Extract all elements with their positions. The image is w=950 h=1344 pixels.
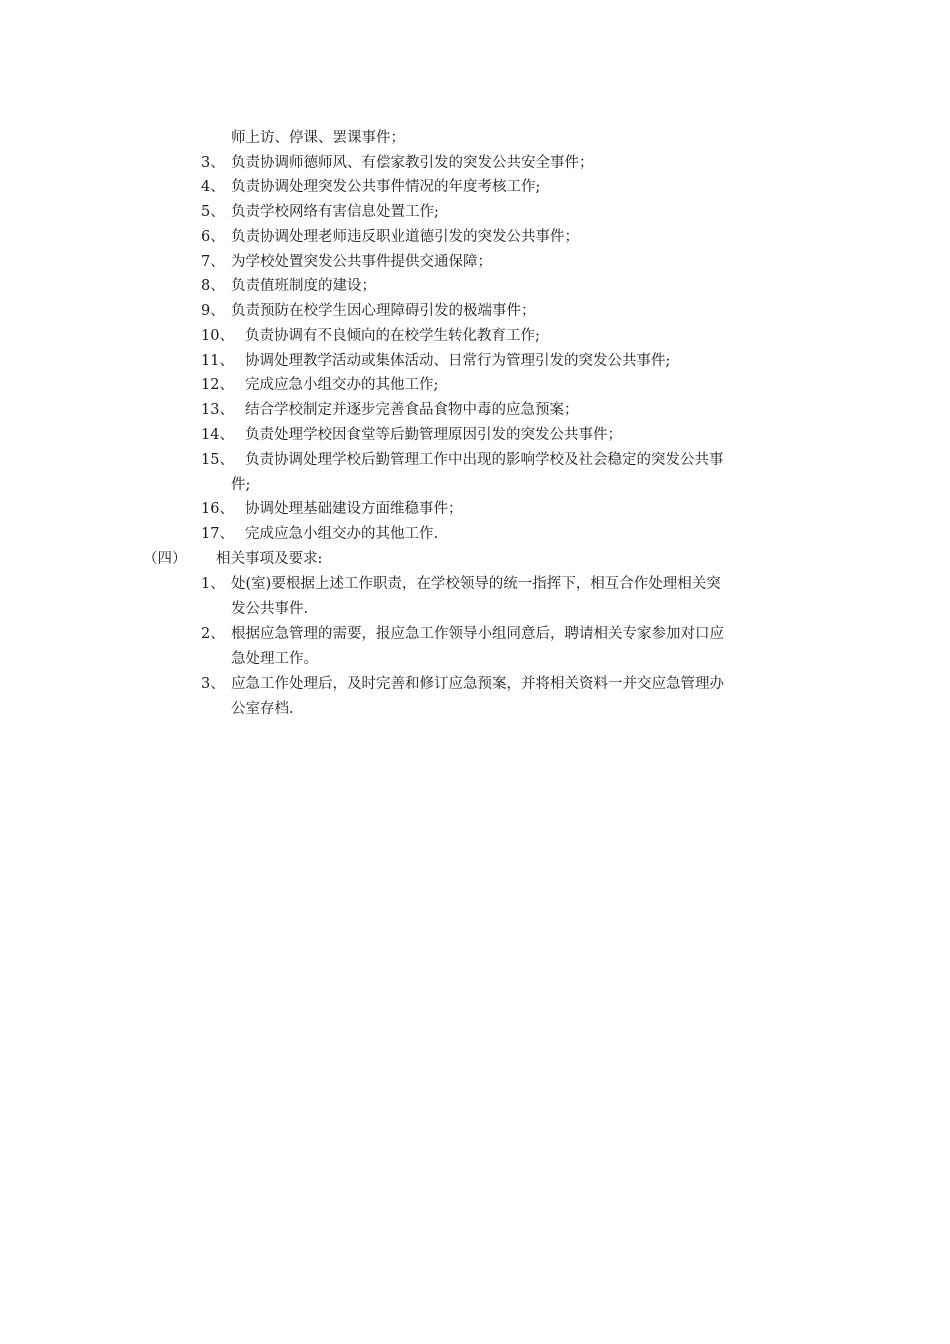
list-item-number: 9、 — [201, 303, 225, 319]
section-marker: （四） — [143, 551, 187, 567]
list-item-number: 8、 — [201, 278, 225, 294]
list-item-number: 3、 — [201, 676, 225, 692]
list-item-number: 5、 — [201, 204, 225, 220]
list-item-text: 协调处理基础建设方面维稳事件； — [245, 501, 463, 517]
section-title: 相关事项及要求: — [216, 551, 323, 567]
list-item-text: 根据应急管理的需要，报应急工作领导小组同意后，聘请相关专家参加对口应 — [231, 626, 724, 642]
list-item-number: 6、 — [201, 229, 225, 245]
list-item-number: 15、 — [201, 452, 234, 468]
list-item-text: 为学校处置突发公共事件提供交通保障； — [231, 254, 492, 270]
list-item-text: 应急工作处理后，及时完善和修订应急预案，并将相关资料一并交应急管理办 — [231, 676, 724, 692]
list-item-text-continued: 件; — [231, 477, 251, 493]
list-item-text: 负责处理学校因食堂等后勤管理原因引发的突发公共事件； — [245, 427, 622, 443]
list-item-text: 负责协调有不良倾向的在校学生转化教育工作; — [245, 328, 540, 344]
list-item-number: 7、 — [201, 254, 225, 270]
list-item-text: 负责预防在校学生因心理障碍引发的极端事件； — [231, 303, 536, 319]
list-item-text: 负责协调师德师风、有偿家教引发的突发公共安全事件； — [231, 155, 594, 171]
list-item-text-continued: 发公共事件. — [231, 601, 309, 617]
list-item-number: 11、 — [201, 353, 234, 369]
list-item-number: 16、 — [201, 501, 234, 517]
list-item-number: 3、 — [201, 155, 225, 171]
list-item-text: 处(室)要根据上述工作职责，在学校领导的统一指挥下，相互合作处理相关突 — [231, 576, 721, 592]
list-item-text: 协调处理教学活动或集体活动、日常行为管理引发的突发公共事件; — [245, 353, 671, 369]
list-item-text: 负责协调处理突发公共事件情况的年度考核工作; — [231, 179, 541, 195]
list-item-text-continued: 公室存档. — [231, 701, 294, 717]
list-item-text: 完成应急小组交办的其他工作. — [245, 526, 439, 542]
list-item-text: 结合学校制定并逐步完善食品食物中毒的应急预案； — [245, 402, 579, 418]
list-item-text-continued: 急处理工作。 — [231, 651, 318, 667]
list-item-text: 负责协调处理老师违反职业道德引发的突发公共事件； — [231, 229, 579, 245]
list-item-number: 12、 — [201, 377, 234, 393]
list-item-number: 17、 — [201, 526, 234, 542]
list-item-number: 4、 — [201, 179, 225, 195]
list-item-number: 1、 — [201, 576, 225, 592]
list-item-number: 2、 — [201, 626, 225, 642]
list-item-text: 完成应急小组交办的其他工作; — [245, 377, 439, 393]
list-item-number: 10、 — [201, 328, 234, 344]
list-item-number: 13、 — [201, 402, 234, 418]
list-item-text: 负责值班制度的建设； — [231, 278, 376, 294]
list-item-text: 负责协调处理学校后勤管理工作中出现的影响学校及社会稳定的突发公共事 — [245, 452, 724, 468]
list-item-text: 负责学校网络有害信息处置工作; — [231, 204, 439, 220]
continuation-line: 师上访、停课、罢课事件； — [231, 130, 405, 146]
list-item-number: 14、 — [201, 427, 234, 443]
